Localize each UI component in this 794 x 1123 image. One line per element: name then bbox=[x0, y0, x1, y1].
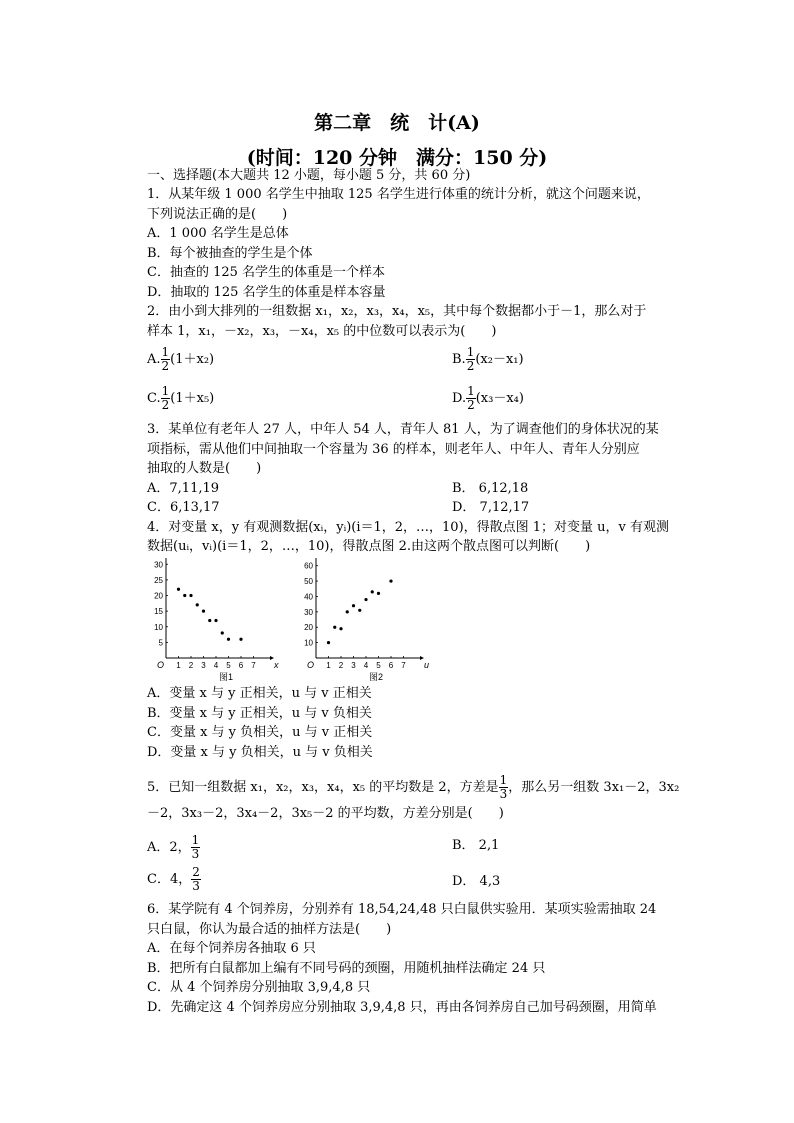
q4-option-d: D．变量 x 与 y 负相关，u 与 v 负相关 bbox=[147, 745, 373, 760]
q3-option-d: D． 7,12,17 bbox=[452, 500, 530, 515]
q1-stem-line2: 下列说法正确的是( ) bbox=[147, 207, 288, 222]
q5-stem-line1: 5．已知一组数据 x₁，x₂，x₃，x₄，x₅ 的平均数是 2，方差是 $\frac{1}{3}$ ，那么另一组数 3x₁－2，3x₂ bbox=[147, 773, 680, 801]
q1-option-c: C．抽查的 125 名学生的体重是一个样本 bbox=[147, 265, 386, 280]
q5-option-a: A．2， $\frac{1}{3}$ bbox=[147, 833, 200, 861]
origin-label: O bbox=[307, 660, 315, 670]
data-point bbox=[221, 631, 224, 634]
fraction: $\frac{1}{3}$ bbox=[499, 773, 508, 801]
data-point bbox=[371, 590, 374, 593]
y-tick-label: 10 bbox=[304, 638, 313, 648]
x-axis-label: u bbox=[424, 660, 430, 670]
x-tick-label: 4 bbox=[213, 661, 219, 670]
q4-option-b: B．变量 x 与 y 正相关，u 与 v 负相关 bbox=[147, 706, 372, 721]
data-point bbox=[177, 588, 180, 591]
data-point bbox=[377, 592, 380, 595]
data-point bbox=[339, 627, 342, 630]
data-point bbox=[352, 604, 355, 607]
chart-caption: 图1 bbox=[218, 672, 234, 682]
y-tick-label: 50 bbox=[304, 577, 313, 587]
y-tick-label: 40 bbox=[304, 592, 313, 602]
data-point bbox=[202, 610, 205, 613]
q6-option-a: A．在每个饲养房各抽取 6 只 bbox=[147, 941, 316, 956]
scatter-figures bbox=[140, 558, 430, 682]
q2-stem-line2: 样本 1，x₁，－x₂，x₃，－x₄，x₅ 的中位数可以表示为( ) bbox=[147, 324, 497, 339]
y-tick-label: 30 bbox=[154, 560, 163, 570]
data-point bbox=[239, 638, 242, 641]
fraction: $\frac{1}{3}$ bbox=[191, 833, 200, 861]
q3-option-c: C．6,13,17 bbox=[147, 500, 220, 515]
q4-stem-line2: 数据(uᵢ，vᵢ)(i＝1，2，…，10)，得散点图 2.由这两个散点图可以判断( ) bbox=[147, 539, 591, 554]
x-axis-label: x bbox=[274, 660, 279, 670]
q6-option-b: B．把所有白鼠都加上编有不同号码的颈圈，用随机抽样法确定 24 只 bbox=[147, 961, 546, 976]
q2-option-c: C. $\frac{1}{2}$ (1＋x₅) bbox=[147, 384, 215, 412]
x-tick-label: 6 bbox=[238, 661, 244, 670]
data-point bbox=[214, 619, 217, 622]
q4-stem-line1: 4．对变量 x，y 有观测数据(xᵢ，yᵢ)(i＝1，2，…，10)，得散点图 1；对变量 u，v 有观测 bbox=[147, 520, 670, 535]
scatter-chart-2 bbox=[304, 558, 429, 682]
y-tick-label: 5 bbox=[158, 638, 163, 648]
origin-label: O bbox=[157, 660, 165, 670]
scatter-chart-1 bbox=[154, 558, 279, 682]
q6-option-c: C．从 4 个饲养房分别抽取 3,9,4,8 只 bbox=[147, 980, 371, 995]
y-tick-label: 20 bbox=[154, 591, 163, 601]
y-tick-label: 20 bbox=[304, 623, 313, 633]
q3-stem-line3: 抽取的人数是( ) bbox=[147, 461, 262, 476]
data-point bbox=[327, 641, 330, 644]
y-tick-label: 30 bbox=[304, 607, 313, 617]
chapter-title: 第二章 统 计(A) bbox=[314, 112, 480, 134]
fraction: $\frac{1}{2}$ bbox=[467, 384, 475, 412]
section-heading: 一、选择题(本大题共 12 小题，每小题 5 分，共 60 分) bbox=[147, 168, 471, 183]
x-tick-label: 3 bbox=[201, 661, 206, 670]
x-tick-label: 5 bbox=[226, 661, 231, 670]
q3-option-a: A．7,11,19 bbox=[147, 481, 220, 496]
fraction: $\frac{1}{2}$ bbox=[161, 345, 170, 373]
data-point bbox=[208, 619, 211, 622]
data-point bbox=[346, 610, 349, 613]
y-tick-label: 15 bbox=[154, 607, 163, 617]
q6-option-d: D．先确定这 4 个饲养房应分别抽取 3,9,4,8 只，再由各饲养房自己加号码颈圈，用简单 bbox=[147, 1000, 657, 1015]
q4-option-c: C．变量 x 与 y 负相关，u 与 v 正相关 bbox=[147, 725, 373, 740]
y-tick-label: 10 bbox=[154, 622, 163, 632]
q5-stem-line2: －2，3x₃－2，3x₄－2，3x₅－2 的平均数，方差分别是( ) bbox=[147, 806, 504, 821]
x-tick-label: 6 bbox=[388, 661, 394, 670]
x-tick-label: 5 bbox=[376, 661, 381, 670]
q6-stem-line2: 只白鼠，你认为最合适的抽样方法是( ) bbox=[147, 922, 392, 937]
fraction: $\frac{2}{3}$ bbox=[192, 865, 200, 893]
q5-option-c: C．4， $\frac{2}{3}$ bbox=[147, 865, 200, 893]
x-tick-label: 7 bbox=[401, 661, 406, 670]
y-tick-label: 25 bbox=[154, 575, 163, 585]
q6-stem-line1: 6．某学院有 4 个饲养房，分别养有 18,54,24,48 只白鼠供实验用．某项实验需抽取 24 bbox=[147, 902, 657, 917]
q1-option-b: B．每个被抽查的学生是个体 bbox=[147, 246, 313, 261]
data-point bbox=[189, 594, 192, 597]
q2-option-b: B. $\frac{1}{2}$ (x₂－x₁) bbox=[452, 345, 524, 373]
x-tick-label: 3 bbox=[351, 661, 356, 670]
data-point bbox=[183, 594, 186, 597]
q1-option-d: D．抽取的 125 名学生的体重是样本容量 bbox=[147, 285, 386, 300]
q1-stem-line1: 1．从某年级 1 000 名学生中抽取 125 名学生进行体重的统计分析，就这个问题来说， bbox=[147, 187, 650, 202]
q3-stem-line1: 3．某单位有老年人 27 人，中年人 54 人，青年人 81 人，为了调查他们的身体状况的某 bbox=[147, 422, 659, 437]
x-tick-label: 4 bbox=[363, 661, 369, 670]
data-point bbox=[333, 626, 336, 629]
time-score-subtitle: (时间：120 分钟 满分：150 分) bbox=[246, 147, 548, 169]
q5-option-b: B． 2,1 bbox=[452, 838, 500, 853]
fraction: $\frac{1}{2}$ bbox=[161, 384, 170, 412]
y-tick-label: 60 bbox=[304, 561, 313, 571]
fraction: $\frac{1}{2}$ bbox=[466, 345, 475, 373]
data-point bbox=[358, 609, 361, 612]
q2-option-d: D. $\frac{1}{2}$ (x₃－x₄) bbox=[452, 384, 524, 412]
q5-option-d: D． 4,3 bbox=[452, 874, 501, 889]
x-tick-label: 1 bbox=[326, 661, 331, 670]
x-tick-label: 7 bbox=[251, 661, 256, 670]
chart-caption: 图2 bbox=[368, 672, 384, 682]
x-tick-label: 2 bbox=[188, 661, 194, 670]
q3-option-b: B． 6,12,18 bbox=[452, 481, 529, 496]
data-point bbox=[389, 579, 392, 582]
q2-stem-line1: 2．由小到大排列的一组数据 x₁，x₂，x₃，x₄，x₅，其中每个数据都小于－1，那么对于 bbox=[147, 304, 647, 319]
q2-option-a: A. $\frac{1}{2}$ (1＋x₂) bbox=[147, 345, 215, 373]
data-point bbox=[364, 598, 367, 601]
x-tick-label: 2 bbox=[338, 661, 344, 670]
q1-option-a: A．1 000 名学生是总体 bbox=[147, 226, 289, 241]
x-tick-label: 1 bbox=[176, 661, 181, 670]
data-point bbox=[196, 603, 199, 606]
data-point bbox=[227, 638, 230, 641]
q4-option-a: A．变量 x 与 y 正相关，u 与 v 正相关 bbox=[147, 686, 372, 701]
q3-stem-line2: 项指标，需从他们中间抽取一个容量为 36 的样本，则老年人、中年人、青年人分别应 bbox=[147, 442, 640, 457]
